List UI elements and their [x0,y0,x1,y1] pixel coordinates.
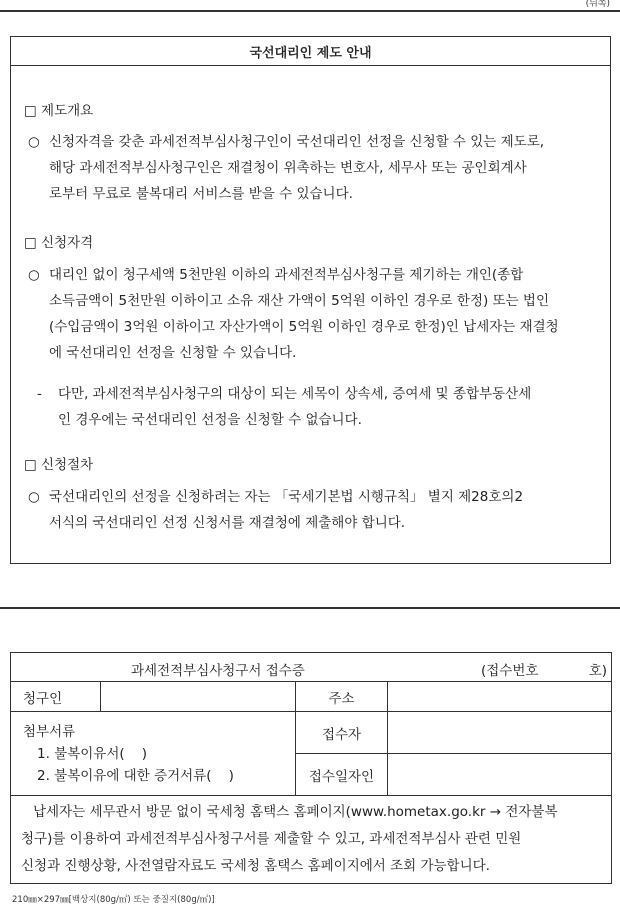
receipt-header [11,653,612,682]
note-line: 신청과 진행상황, 사전열람자료도 국세청 홈택스 홈페이지에서 조회 가능합니다. [21,858,490,874]
bullet-procedure: ○ [28,489,40,505]
attachments-cell [11,712,296,796]
dash-marker: - [37,386,42,402]
applicant-label: 청구인 [11,682,101,712]
line: 로부터 무료로 불복대리 서비스를 받을 수 있습니다. [49,186,353,202]
note-line: 납세자는 세무관서 방문 없이 국세청 홈택스 홈페이지(www.hometax.go.kr → 전자불복 [33,804,558,820]
paragraph-procedure [49,484,605,536]
attachments-label: 첨부서류 [23,723,76,740]
section-heading-overview: □ 제도개요 [24,103,94,119]
receipt-number-open: (접수번호 [481,663,539,679]
attachment-item-1: 1. 불복이유서( ) [37,745,148,762]
section-heading-procedure: □ 신청절차 [24,457,94,473]
address-value[interactable] [388,682,612,712]
page-tag: (뒤쪽) [585,0,610,9]
note-line: 청구)를 이용하여 과세전적부심사청구서를 제출할 수 있고, 과세전적부심사 관련 민원 [21,831,522,847]
bullet-overview: ○ [28,134,40,150]
receiver-label: 접수자 [296,712,388,754]
paragraph-exception [58,381,605,433]
attachment-item-2: 2. 불복이유에 대한 증거서류( ) [37,767,234,784]
address-label: 주소 [296,682,388,712]
line: 해당 과세전적부심사청구인은 재결청이 위촉하는 변호사, 세무사 또는 공인회계사 [49,160,527,176]
line: (수입금액이 3억원 이하이고 자산가액이 5억원 이하인 경우로 한정)인 납세자는 재결청 [49,319,559,335]
line: 인 경우에는 국선대리인 선정을 신청할 수 없습니다. [58,412,362,428]
paragraph-overview [49,129,605,207]
line: 국선대리인의 선정을 신청하려는 자는 「국세기본법 시행규칙」 별지 제28호의2 [49,489,524,505]
notice-box [10,36,611,564]
hometax-note [11,796,612,884]
receipt-table [10,652,612,884]
cut-line [0,607,620,609]
paragraph-eligibility [49,262,605,366]
notice-title: 국선대리인 제도 안내 [11,37,610,66]
receipt-number-close: 호) [588,663,607,679]
top-rule [0,10,620,12]
line: 서식의 국선대리인 선정 신청서를 재결청에 제출해야 합니다. [49,515,406,531]
paper-spec-footer: 210㎜×297㎜[백상지(80g/㎡) 또는 중질지(80g/㎡)] [12,895,215,905]
section-heading-eligibility: □ 신청자격 [24,235,94,251]
line: 대리인 없이 청구세액 5천만원 이하의 과세전적부심사청구를 제기하는 개인(종합 [49,267,524,283]
receiver-value[interactable] [388,712,612,754]
receipt-date-label: 접수일자인 [296,754,388,796]
receipt-title: 과세전적부심사청구서 접수증 [131,663,305,679]
line: 에 국선대리인 선정을 신청할 수 있습니다. [49,345,297,361]
line: 신청자격을 갖춘 과세전적부심사청구인이 국선대리인 선정을 신청할 수 있는 제도로, [49,134,545,150]
bullet-eligibility: ○ [28,267,40,283]
line: 다만, 과세전적부심사청구의 대상이 되는 세목이 상속세, 증여세 및 종합부동산세 [58,386,532,402]
applicant-value[interactable] [101,682,296,712]
receipt-date-value[interactable] [388,754,612,796]
line: 소득금액이 5천만원 이하이고 소유 재산 가액이 5억원 이하인 경우로 한정) 또는 법인 [49,293,550,309]
